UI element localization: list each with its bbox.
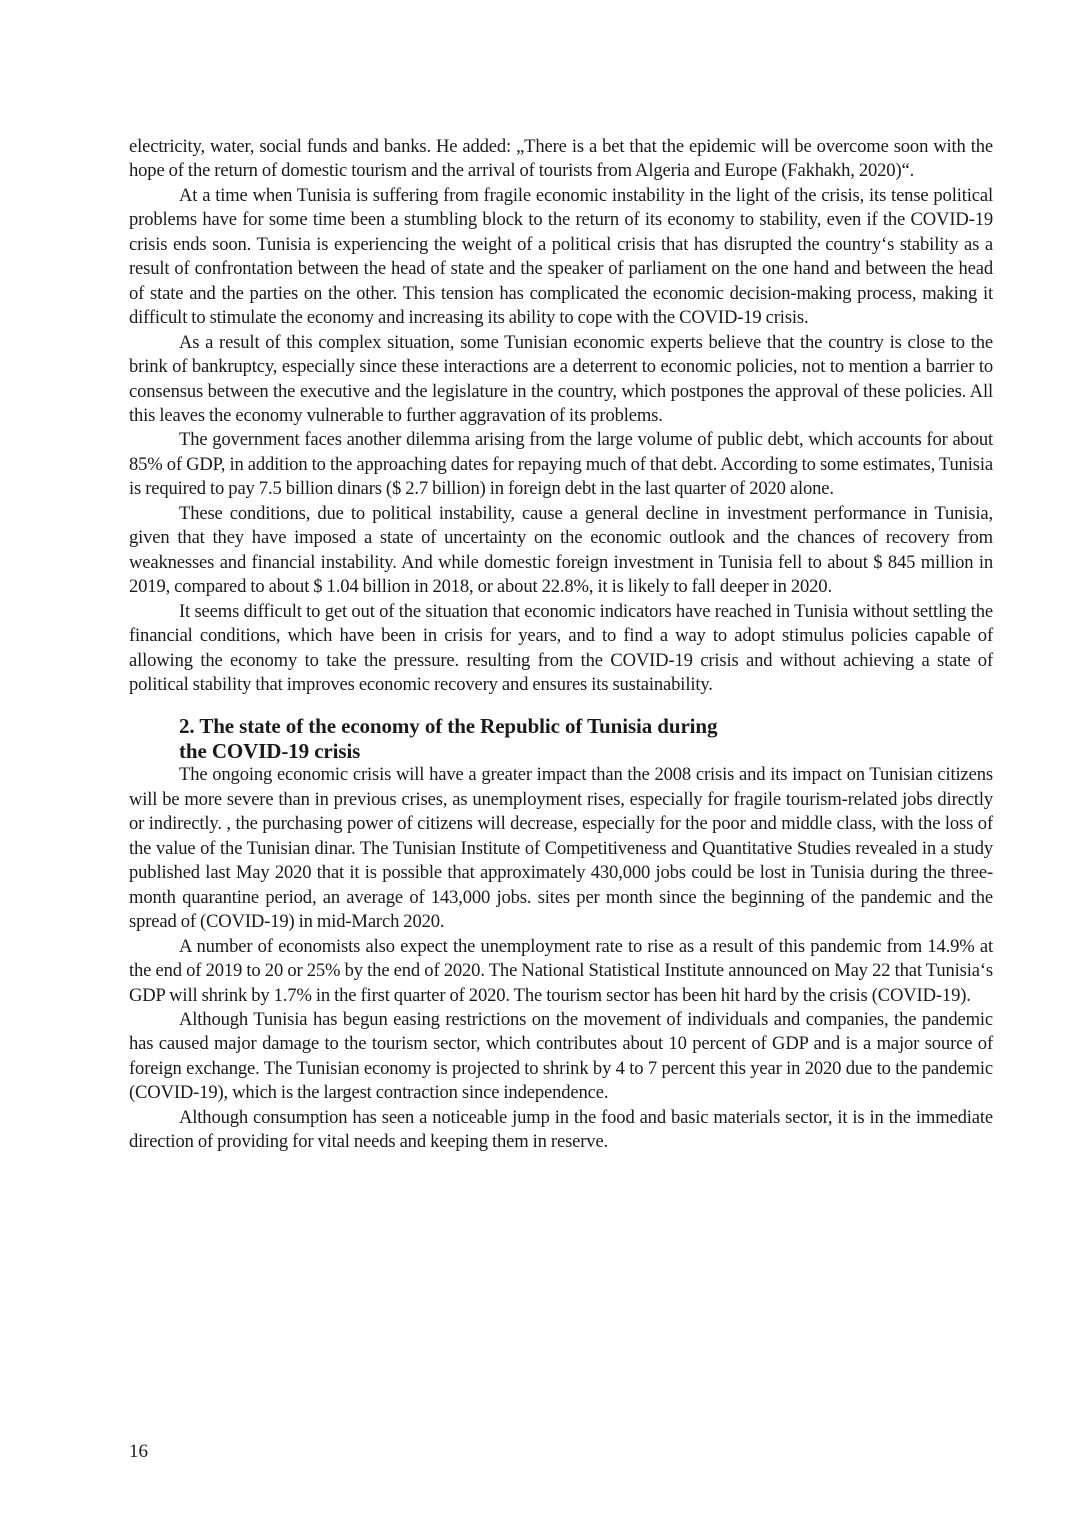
paragraph-unemployment: A number of economists also expect the unemployment rate to rise as a result of this pandemic from 14.9% at the end of 2019 to 20 or 25% by the end of 2020. The National Statistical Institute announced on May 22 that Tunisia‘s GDP will shrink by 1.7% in the first quarter of 2020. The tourism sector has been hit hard by the crisis (COVID-19). <box>129 935 993 1006</box>
paragraph-consumption: Although consumption has seen a noticeable jump in the food and basic materials sector, it is in the immediate direction of providing for vital needs and keeping them in reserve. <box>129 1106 993 1153</box>
paragraph-tourism: Although Tunisia has begun easing restrictions on the movement of individuals and companies, the pandemic has caused major damage to the tourism sector, which contributes about 10 percent of GDP and is a major source of foreign exchange. The Tunisian economy is projected to shrink by 4 to 7 percent this year in 2020 due to the pandemic (COVID-19), which is the largest contraction since independence. <box>129 1008 993 1104</box>
section-heading-line-1: 2. The state of the economy of the Republic of Tunisia during <box>179 714 718 739</box>
page-body <box>129 135 993 1155</box>
paragraph-continuation: electricity, water, social funds and banks. He added: „There is a bet that the epidemic will be overcome soon with the hope of the return of domestic tourism and the arrival of tourists from Algeria and Europe (Fakhakh, 2020)“. <box>129 136 993 182</box>
paragraph-investment: These conditions, due to political instability, cause a general decline in investment performance in Tunisia, given that they have imposed a state of uncertainty on the economic outlook and the chances of recovery from weaknesses and financial instability. And while domestic foreign investment in Tunisia fell to about $ 845 million in 2019, compared to about $ 1.04 billion in 2018, or about 22.8%, it is likely to fall deeper in 2020. <box>129 502 993 598</box>
paragraph-recovery: It seems difficult to get out of the situation that economic indicators have reached in Tunisia without settling the financial conditions, which have been in crisis for years, and to find a way to adopt stimulus policies capable of allowing the economy to take the pressure. resulting from the COVID-19 crisis and without achieving a state of political stability that improves economic recovery and ensures its sustainability. <box>129 600 993 695</box>
paragraph-political-crisis: At a time when Tunisia is suffering from fragile economic instability in the light of the crisis, its tense political problems have for some time been a stumbling block to the return of its economy to stability, even if the COVID-19 crisis ends soon. Tunisia is experiencing the weight of a political crisis that has disrupted the country‘s stability as a result of confrontation between the head of state and the speaker of parliament on the one hand and between the head of state and the parties on the other. This tension has complicated the economic decision-making process, making it difficult to stimulate the economy and increasing its ability to cope with the COVID-19 crisis. <box>129 184 993 329</box>
paragraph-public-debt: The government faces another dilemma arising from the large volume of public debt, which accounts for about 85% of GDP, in addition to the approaching dates for repaying much of that debt. According to some estimates, Tunisia is required to pay 7.5 billion dinars ($ 2.7 billion) in foreign debt in the last quarter of 2020 alone. <box>129 429 993 500</box>
paragraph-economic-crisis: The ongoing economic crisis will have a greater impact than the 2008 crisis and its impact on Tunisian citizens will be more severe than in previous crises, as unemployment rises, especially for fragile tourism-related jobs directly or indirectly. , the purchasing power of citizens will decrease, especially for the poor and middle class, with the loss of the value of the Tunisian dinar. The Tunisian Institute of Competitiveness and Quantitative Studies revealed in a study published last May 2020 that it is possible that approximately 430,000 jobs could be lost in Tunisia during the three-month quarantine period, an average of 143,000 jobs. sites per month since the beginning of the pandemic and the spread of (COVID-19) in mid-March 2020. <box>129 764 993 933</box>
page-number: 16 <box>129 1441 148 1462</box>
section-heading <box>129 714 993 763</box>
paragraph-bankruptcy: As a result of this complex situation, some Tunisian economic experts believe that the country is close to the brink of bankruptcy, especially since these interactions are a deterrent to economic policies, not to mention a barrier to consensus between the executive and the legislature in the country, which postpones the approval of these policies. All this leaves the economy vulnerable to further aggravation of its problems. <box>129 331 993 426</box>
section-heading-line-2: the COVID-19 crisis <box>179 738 361 763</box>
